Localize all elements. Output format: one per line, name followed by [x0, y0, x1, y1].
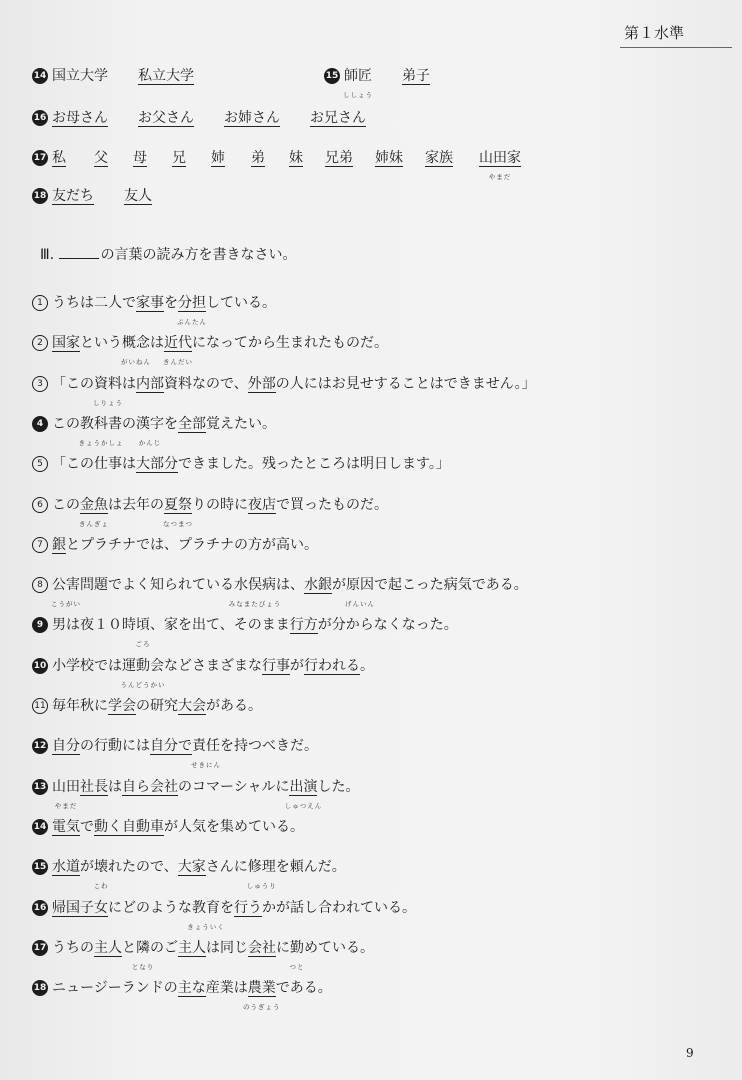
furigana: かんじ — [138, 439, 162, 447]
question-text — [52, 777, 360, 810]
blank-line — [59, 244, 99, 259]
target-word: 出演 しゅつえん — [289, 777, 317, 797]
word: のコマーシャルに — [178, 779, 290, 795]
target-word: 会社 — [150, 779, 178, 795]
number-marker: 16 — [32, 110, 48, 126]
vocab-row — [32, 148, 521, 181]
furigana: きんぎょ — [79, 520, 109, 528]
number-marker: 7 — [32, 537, 48, 553]
word: 資料なので、 — [164, 376, 248, 392]
number-marker: 12 — [32, 738, 48, 754]
furigana: がいねん — [121, 358, 151, 366]
target-word: 母 — [133, 150, 147, 166]
target-word: 家事 — [136, 295, 164, 311]
question-text — [52, 374, 536, 407]
word: 山田 やまだ — [52, 777, 80, 797]
furigana: きょういく — [187, 923, 225, 931]
word: が分からなくなった。 — [317, 617, 458, 633]
word: かが話し合われている。 — [262, 900, 416, 916]
vocab-row — [32, 108, 366, 128]
question-text — [52, 736, 318, 769]
target-word: 国家 — [52, 335, 80, 351]
target-word: 社長 — [80, 779, 108, 795]
furigana: きんだい — [163, 358, 193, 366]
question-text — [52, 414, 276, 447]
question-item — [32, 857, 346, 890]
number-marker: 13 — [32, 779, 48, 795]
target-word: お母さん — [52, 110, 108, 126]
question-item — [32, 374, 536, 407]
word: に — [276, 940, 290, 956]
word: 教育 きょういく — [192, 898, 220, 918]
word: である。 — [275, 980, 332, 996]
page-number: 9 — [686, 1046, 694, 1060]
word: 産業は — [205, 980, 248, 996]
target-word: 銀 — [52, 537, 66, 553]
word: 頃 ごろ — [136, 615, 150, 635]
word: りの時に — [192, 497, 248, 513]
question-item — [32, 454, 450, 474]
word: 壊 こわ — [94, 857, 108, 877]
question-item — [32, 495, 388, 528]
word: を持つべきだ。 — [220, 738, 318, 754]
target-word: 弟子 — [402, 68, 430, 84]
word: 師匠 ししょう — [344, 66, 372, 86]
word: は — [108, 779, 122, 795]
word: 隣 となり — [136, 938, 150, 958]
number-marker: 4 — [32, 416, 48, 432]
word: うちは二人で — [52, 295, 136, 311]
furigana: こうがい — [51, 600, 81, 608]
furigana: しゅうり — [246, 882, 277, 890]
word: で買ったものだ。 — [276, 497, 388, 513]
word: で起こった病気である。 — [374, 577, 528, 593]
target-word: 帰国子女 — [52, 900, 108, 916]
word: めている。 — [304, 940, 374, 956]
word: 問題でよく知られている — [80, 577, 234, 593]
question-text — [52, 938, 374, 971]
word: 「この — [52, 376, 94, 392]
word: を — [164, 295, 178, 311]
target-word: 弟 — [251, 150, 265, 166]
number-marker: 6 — [32, 497, 48, 513]
target-word: 主人 — [94, 940, 122, 956]
word: 男は夜１０時 — [52, 617, 136, 633]
word: を頼んだ。 — [275, 859, 346, 875]
word: 責任 せきにん — [192, 736, 220, 756]
furigana: げんいん — [345, 600, 375, 608]
furigana: ししょう — [343, 91, 373, 99]
word: になってから生まれたものだ。 — [192, 335, 388, 351]
target-word: 友だち — [52, 188, 94, 204]
word: した。 — [317, 779, 360, 795]
furigana: のうぎょう — [242, 1003, 281, 1011]
target-word: 自動車 — [122, 819, 164, 835]
level-header: 第１水準 — [620, 22, 732, 48]
question-item — [32, 898, 416, 931]
number-marker: 17 — [32, 150, 48, 166]
question-item — [32, 696, 262, 716]
target-word: 友人 — [124, 188, 152, 204]
word: れたので、 — [108, 859, 178, 875]
question-item — [32, 535, 318, 555]
word: にどのような — [108, 900, 192, 916]
question-item — [32, 414, 276, 447]
target-word: 兄弟 — [325, 150, 353, 166]
question-item — [32, 938, 374, 971]
target-word: 兄 — [172, 150, 186, 166]
word: が — [290, 658, 304, 674]
word: などさまざまな — [164, 658, 262, 674]
target-word: 自分で — [150, 738, 192, 754]
question-text — [52, 978, 332, 1011]
word: という — [80, 335, 122, 351]
question-text — [52, 898, 416, 931]
question-item — [32, 615, 458, 648]
number-marker: 10 — [32, 658, 48, 674]
question-text — [52, 656, 374, 689]
word: 漢字 かんじ — [136, 414, 164, 434]
target-word: 自分 — [52, 738, 80, 754]
number-marker: 1 — [32, 295, 48, 311]
target-word: 会社 — [248, 940, 276, 956]
word: がある。 — [206, 698, 262, 714]
question-item — [32, 777, 360, 810]
word: とプラチナでは、プラチナの方が高い。 — [66, 537, 318, 553]
target-word: 水道 — [52, 859, 80, 875]
word: 勤 つと — [290, 938, 304, 958]
word: の研究 — [136, 698, 178, 714]
target-word: 私 — [52, 150, 66, 166]
word: 教科書 きょうかしょ — [80, 414, 122, 434]
word: 資料 しりょう — [94, 374, 122, 394]
word: 毎年秋に — [52, 698, 108, 714]
furigana: やまだ — [54, 802, 78, 810]
number-marker: 3 — [32, 376, 48, 392]
word: 公害 こうがい — [52, 575, 80, 595]
target-word: 主な — [177, 980, 206, 996]
number-marker: 18 — [32, 188, 48, 204]
target-word: 夜店 — [248, 497, 276, 513]
word: を — [164, 416, 178, 432]
word: は去年の — [108, 497, 164, 513]
furigana: やまだ — [488, 173, 512, 181]
word: の — [122, 416, 136, 432]
question-item — [32, 736, 318, 769]
target-word: 電気 — [52, 819, 80, 835]
question-item — [32, 293, 276, 326]
furigana: こわ — [93, 882, 109, 890]
furigana: ぶんたん — [177, 318, 207, 326]
word: この — [52, 497, 80, 513]
word: 修理 しゅうり — [248, 857, 276, 877]
word: 覚えたい。 — [206, 416, 276, 432]
furigana: うんどうかい — [120, 681, 166, 689]
word: で — [80, 819, 94, 835]
furigana: つと — [289, 963, 305, 971]
word: は同じ — [206, 940, 248, 956]
target-word: お姉さん — [224, 110, 280, 126]
word: 。 — [360, 658, 374, 674]
word: のご — [150, 940, 178, 956]
word: が人気を集めている。 — [164, 819, 304, 835]
target-word: 私立大学 — [138, 68, 194, 84]
word: している。 — [206, 295, 276, 311]
question-text — [52, 535, 318, 555]
section-heading — [40, 244, 297, 264]
word: うちの — [52, 940, 94, 956]
question-item — [32, 333, 388, 366]
question-text — [52, 615, 458, 648]
word: 水俣病 みなまたびょう — [234, 575, 276, 595]
word: と — [122, 940, 136, 956]
target-word: 夏祭 なつまつ — [164, 495, 192, 515]
target-word: 金魚 きんぎょ — [80, 495, 108, 515]
word: は、 — [276, 577, 304, 593]
question-text — [52, 495, 388, 528]
question-text — [52, 817, 304, 837]
word: 国立大学 — [52, 68, 108, 84]
target-word: 姉 — [211, 150, 225, 166]
number-marker: 2 — [32, 335, 48, 351]
furigana: みなまたびょう — [228, 600, 282, 608]
number-marker: 16 — [32, 900, 48, 916]
target-word: 全部 — [178, 416, 206, 432]
section-number: Ⅲ. — [40, 247, 55, 263]
number-marker: 18 — [32, 980, 48, 996]
furigana: となり — [131, 963, 155, 971]
word: の行動には — [80, 738, 150, 754]
target-word: 大家 — [177, 859, 206, 875]
word: この — [52, 416, 80, 432]
target-word: 大会 — [178, 698, 206, 714]
number-marker: 9 — [32, 617, 48, 633]
word: を — [220, 900, 234, 916]
question-item — [32, 575, 528, 608]
furigana: しりょう — [93, 399, 123, 407]
word: が — [332, 577, 346, 593]
section-title: の言葉の読み方を書きなさい。 — [100, 247, 297, 263]
target-word: 姉妹 — [375, 150, 403, 166]
word: 「この仕事は — [52, 456, 136, 472]
question-text — [52, 857, 346, 890]
word: 原因 げんいん — [346, 575, 374, 595]
target-word: 山田家 やまだ — [479, 148, 521, 168]
vocab-row — [32, 186, 152, 206]
question-item — [32, 656, 374, 689]
target-word: 主人 — [178, 940, 206, 956]
number-marker: 8 — [32, 577, 48, 593]
question-item — [32, 817, 304, 837]
target-word: 行われる — [304, 658, 360, 674]
number-marker: 14 — [32, 68, 48, 84]
target-word: 父 — [94, 150, 108, 166]
target-word: 農業 のうぎょう — [248, 978, 276, 998]
number-marker: 14 — [32, 819, 48, 835]
furigana: しゅつえん — [284, 802, 323, 810]
furigana: なつまつ — [163, 520, 193, 528]
number-marker: 15 — [32, 859, 48, 875]
furigana: せきにん — [191, 761, 221, 769]
word: さんに — [205, 859, 248, 875]
target-word: 動く — [94, 819, 122, 835]
word: が — [80, 859, 94, 875]
target-word: お兄さん — [310, 110, 366, 126]
target-word: 大部分 — [136, 456, 178, 472]
target-word: 行方 — [289, 617, 318, 633]
number-marker: 17 — [32, 940, 48, 956]
number-marker: 5 — [32, 456, 48, 472]
word: は — [150, 335, 164, 351]
word: の人にはお見せすることはできません。」 — [275, 376, 536, 392]
vocab-row — [32, 66, 430, 99]
word: 、家を出て、そのまま — [150, 617, 290, 633]
target-word: 妹 — [289, 150, 303, 166]
target-word: 自ら — [122, 779, 150, 795]
target-word: 学会 — [108, 698, 136, 714]
word: 小学校では — [52, 658, 122, 674]
question-text — [52, 454, 450, 474]
question-text — [52, 696, 262, 716]
target-word: 近代 きんだい — [164, 333, 192, 353]
furigana: ごろ — [135, 640, 151, 648]
furigana: きょうかしょ — [78, 439, 124, 447]
number-marker: 11 — [32, 698, 48, 714]
word: できました。残ったところは明日します。」 — [178, 456, 450, 472]
word: 概念 がいねん — [122, 333, 150, 353]
target-word: 行う — [234, 900, 262, 916]
word: ニュージーランドの — [52, 980, 178, 996]
number-marker: 15 — [324, 68, 340, 84]
target-word: 行事 — [262, 658, 290, 674]
target-word: 水銀 — [304, 577, 332, 593]
question-text — [52, 333, 388, 366]
target-word: 内部 — [136, 376, 164, 392]
target-word: お父さん — [138, 110, 194, 126]
question-text — [52, 293, 276, 326]
word: 運動会 うんどうかい — [122, 656, 164, 676]
target-word: 分担 ぶんたん — [178, 293, 206, 313]
target-word: 家族 — [425, 150, 453, 166]
word: は — [122, 376, 136, 392]
target-word: 外部 — [247, 376, 276, 392]
question-item — [32, 978, 332, 1011]
question-text — [51, 575, 528, 608]
